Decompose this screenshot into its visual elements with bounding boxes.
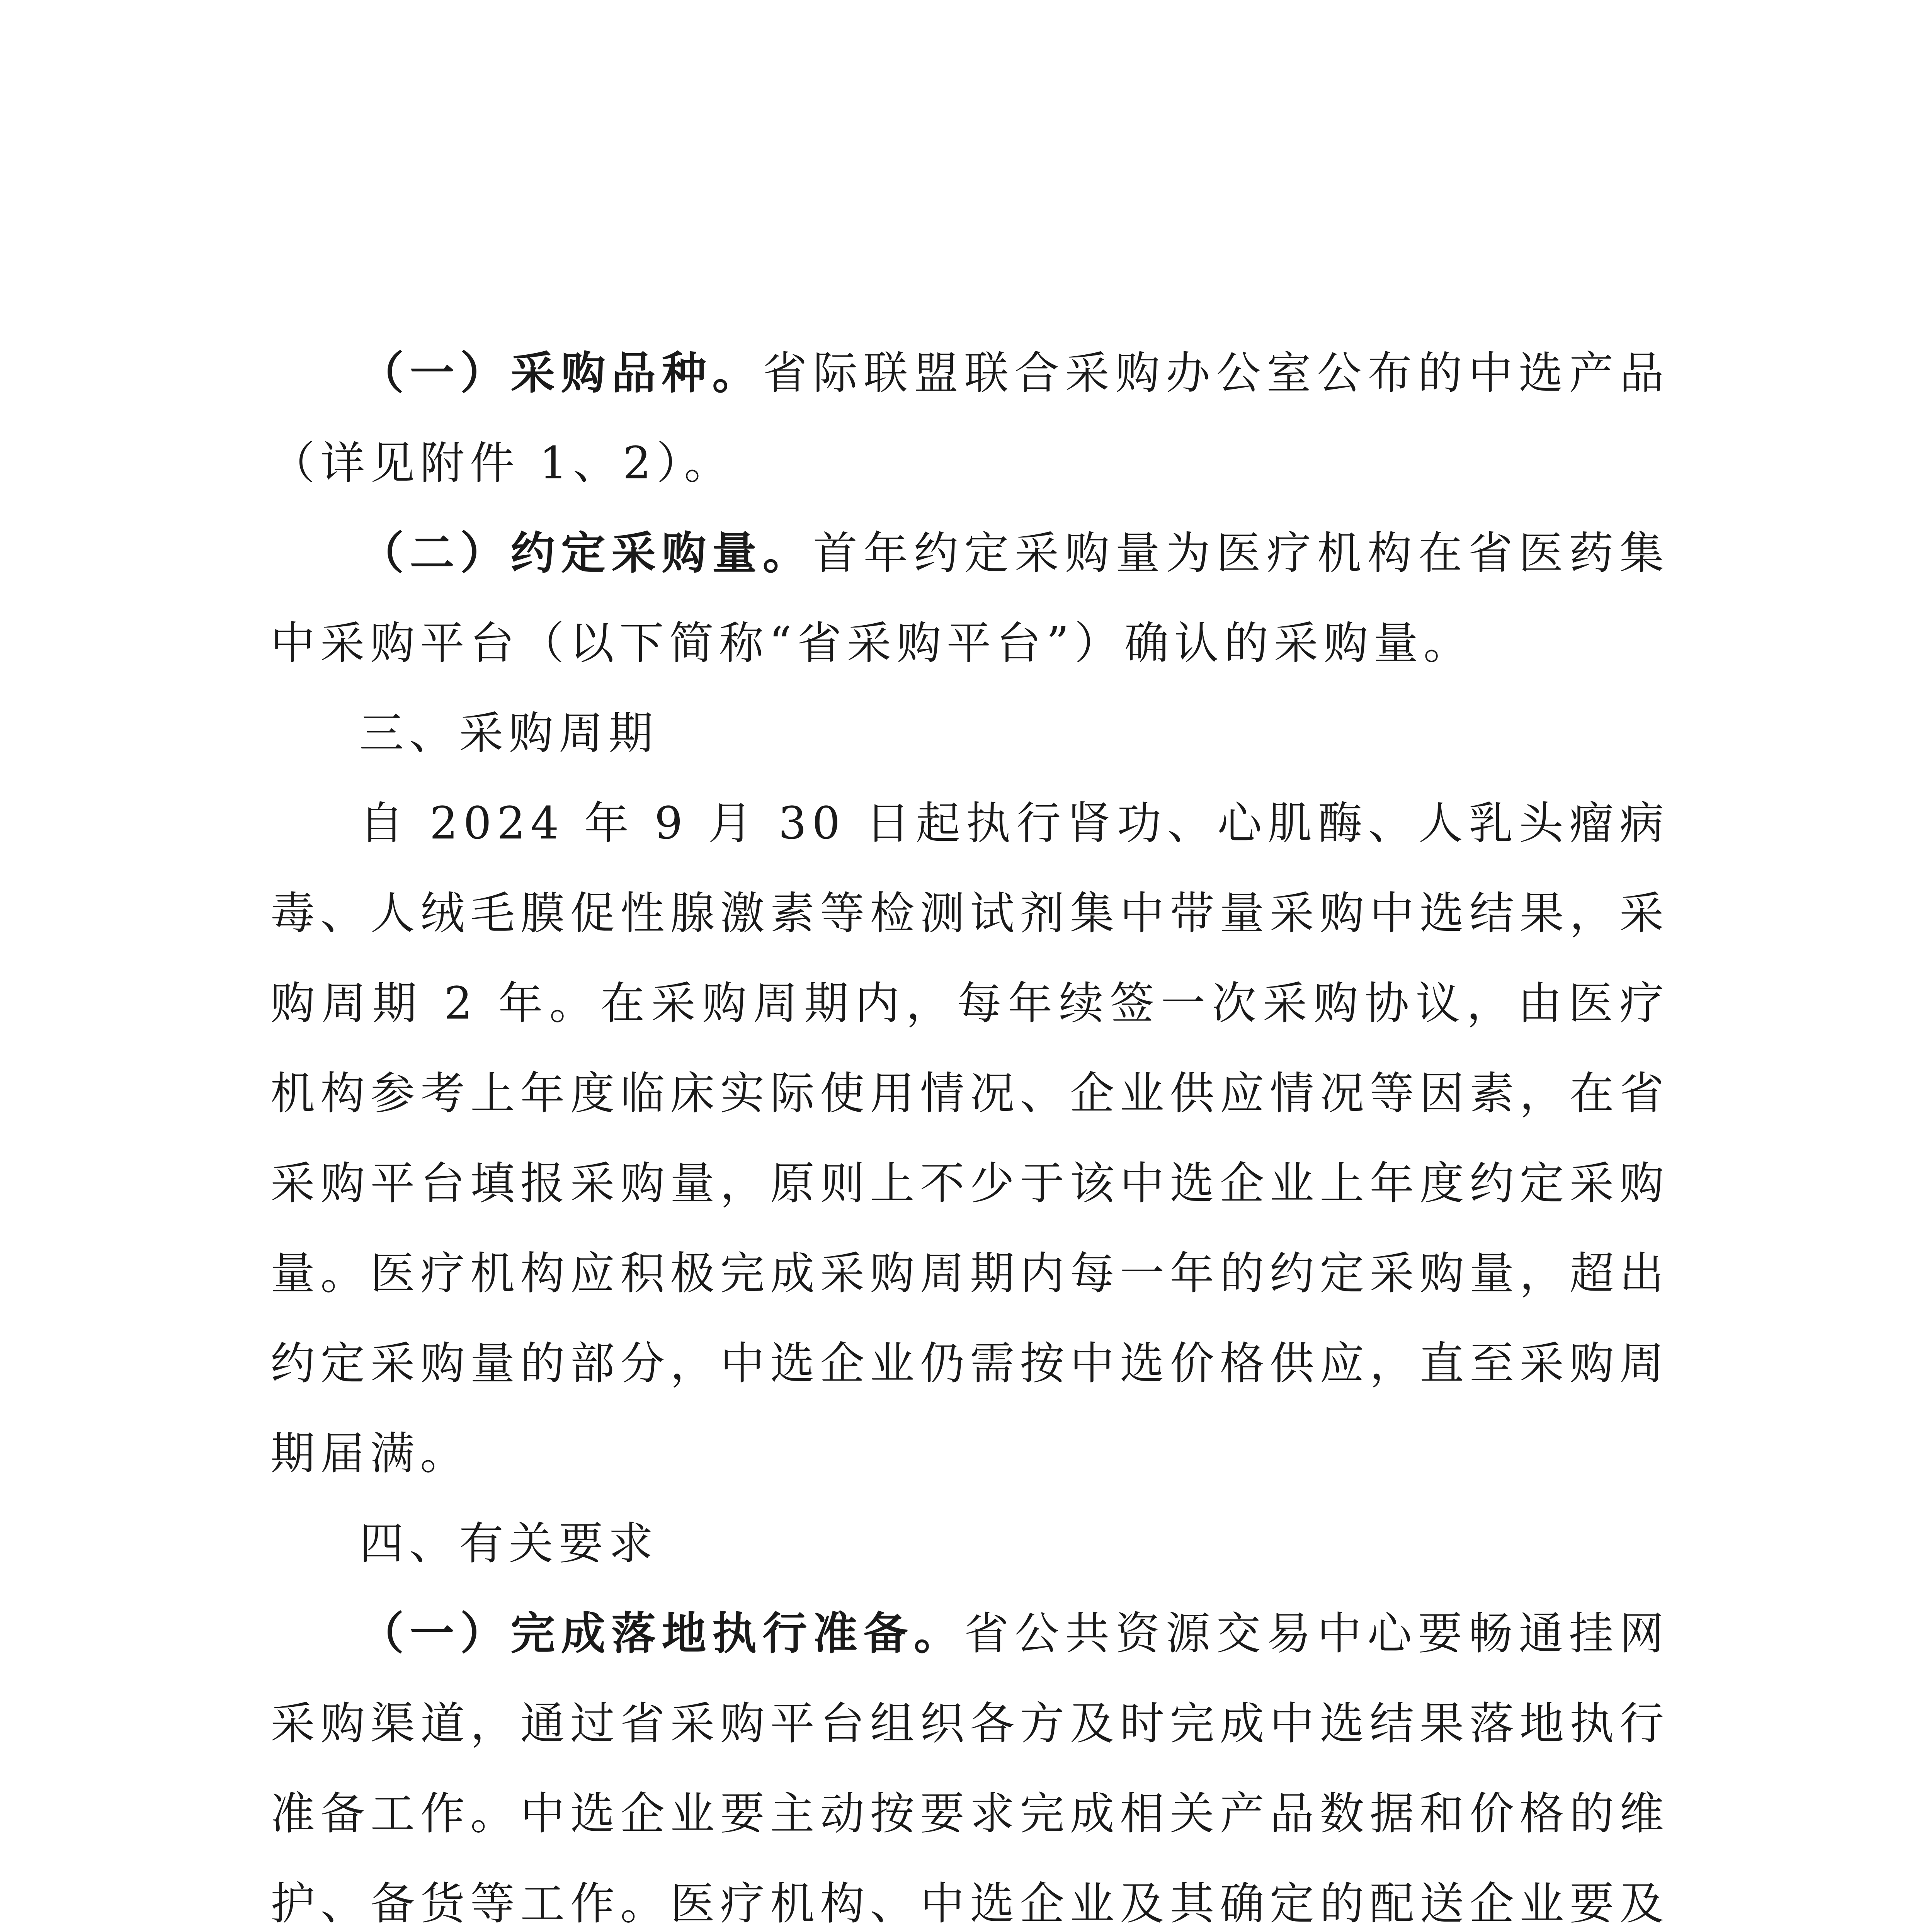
paragraph-lead: （一）采购品种。 [359,347,763,399]
document-body [270,328,1669,1932]
paragraph-agreed-volume [270,509,1669,689]
paragraph-procurement-variety [270,328,1669,509]
paragraph-implementation-prep [270,1589,1669,1932]
section-heading-requirements: 四、有关要求 [359,1518,659,1570]
paragraph-text: 首年约定采购量为医疗机构在省医药集中采购平台（以下简称“省采购平台”）确认的采购量。 [270,527,1669,669]
paragraph-text: 省公共资源交易中心要畅通挂网采购渠道，通过省采购平台组织各方及时完成中选结果落地执行准备工作。中选企业要主动按要求完成相关产品数据和价格的维护、备货等工作。医疗机构、中选企业及其确定的配送企业要及 [270,1608,1669,1930]
paragraph-lead: （一）完成落地执行准备。 [359,1608,964,1660]
paragraph-procurement-cycle [270,779,1669,1499]
paragraph-lead: （二）约定采购量。 [359,527,813,579]
section-heading-procurement-cycle: 三、采购周期 [359,707,659,759]
paragraph-text: 省际联盟联合采购办公室公布的中选产品（详见附件 1、2）。 [270,347,1669,489]
paragraph-text: 自 2024 年 9 月 30 日起执行肾功、心肌酶、人乳头瘤病毒、人绒毛膜促性腺激素等检测试剂集中带量采购中选结果，采购周期 2 年。在采购周期内，每年续签一次采购协议，由医疗机构参考上年度临床实际使用情况、企业供应情况等因素，在省采购平台填报采购量，原则上不少于该中选企业上年度约定采购量。医疗机构应积极完成采购周期内每一年的约定采购量，超出约定采购量的部分，中选企业仍需按中选价格供应，直至采购周期届满。 [270,798,1669,1480]
